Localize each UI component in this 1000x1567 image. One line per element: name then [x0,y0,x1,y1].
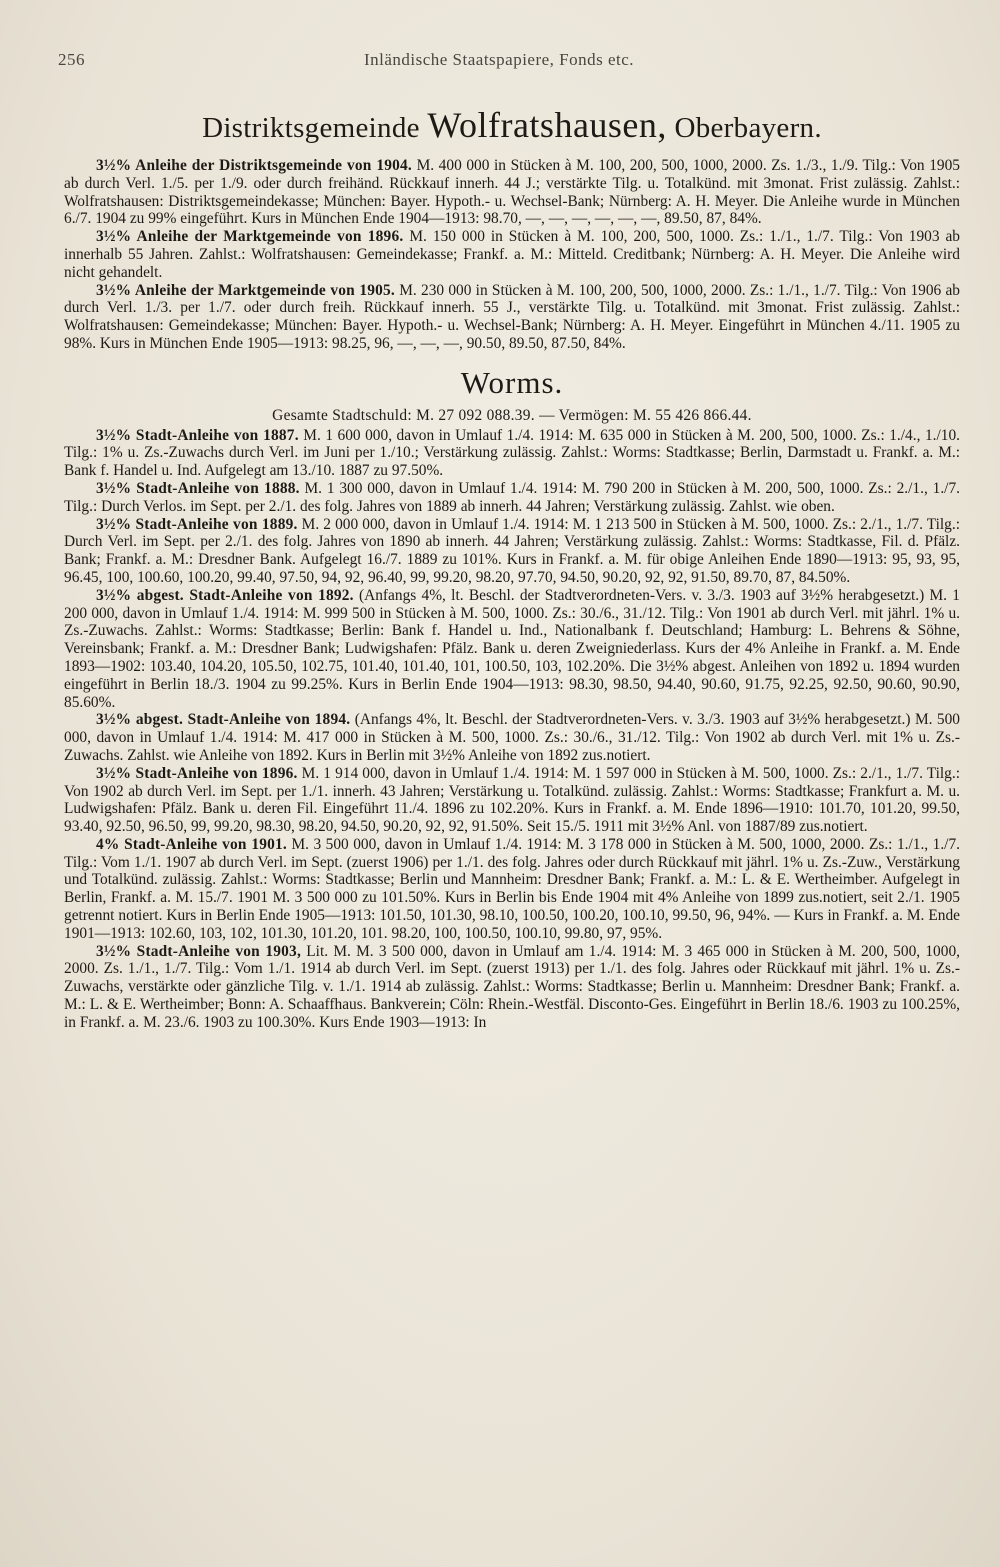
page-header [58,50,940,74]
loan-title: 3½% Anleihe der Distriktsgemeinde von 1904. [96,157,412,174]
loan-text: M. 2 000 000, davon in Umlauf 1./4. 1914: M. 1 213 500 in Stücken à M. 500, 1000. Zs.: 2./1., 1./7. Tilg.: Durch Verl. im Sept. per 2./1. des folg. Jahres von 1890 ab innerh. 44 Jahren; Verstärkung zulässig. Zahlst.: Worms: Stadtkasse, Fil. d. Pfälz. Bank; Frankf. a. M.: Dresdner Bank. Aufgelegt 16./7. 1889 zu 101%. Kurs in Frankf. a. M. für obige Anleihen Ende 1890—1913: 95, 93, 95, 96.45, 100, 100.60, 100.20, 99.40, 97.50, 94, 92, 96.40, 99, 99.20, 98.20, 97.70, 94.50, 90.20, 92, 92, 91.50, 89.70, 87, 84.50%. [64,515,960,586]
loan-entry [64,282,960,353]
loan-entry [64,516,960,587]
running-title: Inländische Staatspapiere, Fonds etc. [363,50,635,69]
loan-title: 3½% Stadt-Anleihe von 1903, [96,942,301,960]
loan-title: 3½% Anleihe der Marktgemeinde von 1896. [96,228,404,246]
loan-entry [64,765,960,836]
title-place: Wolfratshausen, [427,105,667,145]
loan-title: 3½% Stadt-Anleihe von 1887. [96,426,299,444]
loan-entry [64,587,960,712]
debt-summary: Gesamte Stadtschuld: M. 27 092 088.39. — Vermögen: M. 55 426 866.44. [272,406,752,424]
title-prefix: Distriktsgemeinde [202,112,420,144]
loan-text: M. 230 000 in Stücken à M. 100, 200, 500, 1000, 2000. Zs.: 1./1., 1./7. Tilg.: Von 1906 ab durch Verl. 1./3. per 1./7. oder durch freih. Rückkauf innerh. 55 J., verstärkte Tilg. u. Totalkünd. mit 3monat. Frist zulässig. Zahlst.: Wolfratshausen: Gemeindekasse; München: Bayer. Hypoth.- u. Wechsel-Bank; Nürnberg: A. H. Meyer. Eingeführt in München 4./11. 1905 zu 98%. Kurs in München Ende 1905—1913: 98.25, 96, —, —, —, 90.50, 89.50, 87.50, 84%. [64,281,960,352]
loan-title: 3½% Stadt-Anleihe von 1896. [96,764,298,782]
page-number: 256 [58,50,85,69]
loan-text: Lit. M. M. 3 500 000, davon in Umlauf am 1./4. 1914: M. 3 465 000 in Stücken à M. 200, 500, 1000, 2000. Zs. 1./1., 1./7. Tilg.: Vom 1./1. 1914 ab durch Verl. im Sept. (zuerst 1913) per 1./1. des folg. Jahres oder Rückkauf mit jährl. 1% u. Zs.-Zuwachs, verstärkte oder gänzliche Tilg. v. 1./1. 1914 ab zulässig. Zahlst.: Worms: Stadtkasse; Berlin u. Mannheim: Dresdner Bank; Frankf. a. M.: L. & E. Wertheimber; Bonn: A. Schaaffhaus. Bankverein; Cöln: Rhein.-Westfäl. Disconto-Ges. Eingeführt in Berlin 18./6. 1903 zu 100.25%, in Frankf. a. M. 23./6. 1903 zu 100.30%. Kurs Ende 1903—1913: In [64,942,960,1031]
loan-title: 3½% Anleihe der Marktgemeinde von 1905. [96,281,395,299]
loan-entry [64,711,960,764]
title-region: Oberbayern. [674,112,822,144]
loan-entry [64,836,960,943]
loan-title: 3½% abgest. Stadt-Anleihe von 1892. [96,586,354,604]
loan-title: 3½% Stadt-Anleihe von 1889. [96,515,298,533]
loan-title: 4% Stadt-Anleihe von 1901. [96,835,287,853]
loan-text: M. 3 500 000, davon in Umlauf 1./4. 1914: M. 3 178 000 in Stücken à M. 500, 1000, 2000. Zs.: 1./1., 1./7. Tilg.: Vom 1./1. 1907 ab durch Verl. im Sept. (zuerst 1906) per 1./1. des folg. Jahres oder durch Rückkauf mit jährl. 1% u. Zs.-Zuw., Verstärkung und Totalkünd. zulässig. Zahlst.: Worms: Stadtkasse; Berlin und Mannheim: Dresdner Bank; Frankf. a. M.: L. & E. Wertheimber. Aufgelegt in Berlin, Frankf. a. M. 15./7. 1901 M. 3 500 000 zu 101.50%. Kurs in Berlin bis Ende 1904 mit 4% Anleihe von 1899 zus.notiert, seit 2./1. 1905 getrennt notiert. Kurs in Berlin Ende 1905—1913: 101.50, 101.30, 98.10, 100.50, 100.20, 100.10, 99.50, 96, 94%. — Kurs in Frankf. a. M. Ende 1901—1913: 102.60, 103, 102, 101.30, 101.20, 101. 98.20, 100, 100.50, 100.10, 99.80, 97, 95%. [64,835,961,942]
loan-entry [64,943,960,1032]
loan-entry [64,228,960,281]
section-title-worms: Worms. [460,364,564,400]
main-text [64,100,960,1032]
loan-text: M. 1 914 000, davon in Umlauf 1./4. 1914: M. 1 597 000 in Stücken à M. 500, 1000. Zs.: 2./1., 1./7. Tilg.: Von 1902 ab durch Verl. im Sept. per 1./1. innerh. 43 Jahren; Verstärkung u. Totalkünd. zulässig. Zahlst.: Worms: Stadtkasse; Frankfurt a. M. u. Ludwigshafen: Pfälz. Bank u. deren Fil. Eingeführt 11./4. 1896 zu 102.20%. Kurs in Frankf. a. M. Ende 1896—1910: 101.70, 101.20, 99.50, 93.40, 92.50, 96.50, 99, 99.20, 98.30, 98.20, 94.50, 90.20, 92, 92, 91.50%. Seit 15./5. 1911 mit 3½% Anl. von 1887/89 zus.notiert. [64,764,960,836]
loan-text: M. 1 600 000, davon in Umlauf 1./4. 1914: M. 635 000 in Stücken à M. 200, 500, 1000. Zs.: 1./4., 1./10. Tilg.: 1% u. Zs.-Zuwachs durch Verl. im Juni per 1./10.; Verstärkung zulässig. Zahlst.: Worms: Stadtkasse; Berlin, Darmstadt u. Frankf. a. M.: Bank f. Handel u. Ind. Aufgelegt am 13./10. 1887 zu 97.50%. [64,426,961,480]
loan-title: 3½% abgest. Stadt-Anleihe von 1894. [96,711,351,729]
loan-text: M. 1 300 000, davon in Umlauf 1./4. 1914: M. 790 200 in Stücken à M. 200, 500, 1000. Zs.: 2./1., 1./7. Tilg.: Durch Verlos. im Sept. per 2./1. des folg. Jahres von 1889 ab innerh. 44 Jahren; Verstärkung zulässig. Zahlst. wie oben. [64,479,960,515]
loan-entry [64,157,960,228]
loan-text: M. 150 000 in Stücken à M. 100, 200, 500, 1000. Zs.: 1./1., 1./7. Tilg.: Von 1903 ab innerhalb 55 Jahren. Zahlst.: Wolfratshausen: Gemeindekasse; Frankf. a. M.: Mitteld. Creditbank; Nürnberg: A. H. Meyer. Die Anleihe wird nicht gehandelt. [64,228,960,281]
loan-text: (Anfangs 4%, lt. Beschl. der Stadtverordneten-Vers. v. 3./3. 1903 auf 3½% herabgesetzt.) M. 500 000, davon in Umlauf 1./4. 1914: M. 417 000 in Stücken à M. 500, 1000. Zs.: 30./6., 31./12. Tilg.: Von 1902 ab durch Verl. mit 1% u. Zs.-Zuwachs. Zahlst. wie Anleihe von 1892. Kurs in Berlin mit 3½% Anleihe von 1892 zus.notiert. [64,711,960,764]
loan-entry [64,427,960,480]
section-title-wolfratshausen [64,105,960,145]
loan-entry [64,480,960,516]
loan-text: (Anfangs 4%, lt. Beschl. der Stadtverordneten-Vers. v. 3./3. 1903 auf 3½% herabgesetzt.) M. 1 200 000, davon in Umlauf 1./4. 1914: M. 999 500 in Stücken à M. 500, 1000. Zs.: 30./6., 31./12. Tilg.: Von 1901 ab durch Verl. mit jährl. 1% u. Zs.-Zuwachs. Zahlst.: Worms: Stadtkasse; Berlin: Bank f. Handel u. Ind., Nationalbank f. Deutschland; Hamburg: L. Behrens & Söhne, Vereinsbank; Frankf. a. M.: Dresdner Bank; Ludwigshafen: Pfälz. Bank u. deren Zweigniederlass. Kurs der 4% Anleihe in Frankf. a. M. Ende 1893—1902: 103.40, 104.20, 105.50, 102.75, 101.40, 101.40, 101, 100.50, 103, 102.20%. Die 3½% abgest. Anleihen von 1892 u. 1894 wurden eingeführt in Berlin 18./3. 1904 zu 99.25%. Kurs in Berlin Ende 1904—1913: 98.30, 98.50, 94.40, 90.60, 91.75, 92.25, 92.50, 90.60, 90.90, 85.60%. [64,586,960,711]
loan-title: 3½% Stadt-Anleihe von 1888. [96,479,300,497]
loan-text: M. 400 000 in Stücken à M. 100, 200, 500, 1000, 2000. Zs. 1./3., 1./9. Tilg.: Von 1905 ab durch Verl. 1./5. per 1./9. oder durch freihänd. Rückkauf innerh. 44 J.; verstärkte Tilg. u. Totalkünd. mit 3monat. Frist zulässig. Zahlst.: Wolfratshausen: Distriktsgemeindekasse; München: Bayer. Hypoth.- u. Wechsel-Bank; Nürnberg: A. H. Meyer. Die Anleihe wurde in München 6./7. 1904 zu 99% eingeführt. Kurs in München Ende 1904—1913: 98.70, —, —, —, —, —, —, 89.50, 87, 84%. [64,157,960,228]
